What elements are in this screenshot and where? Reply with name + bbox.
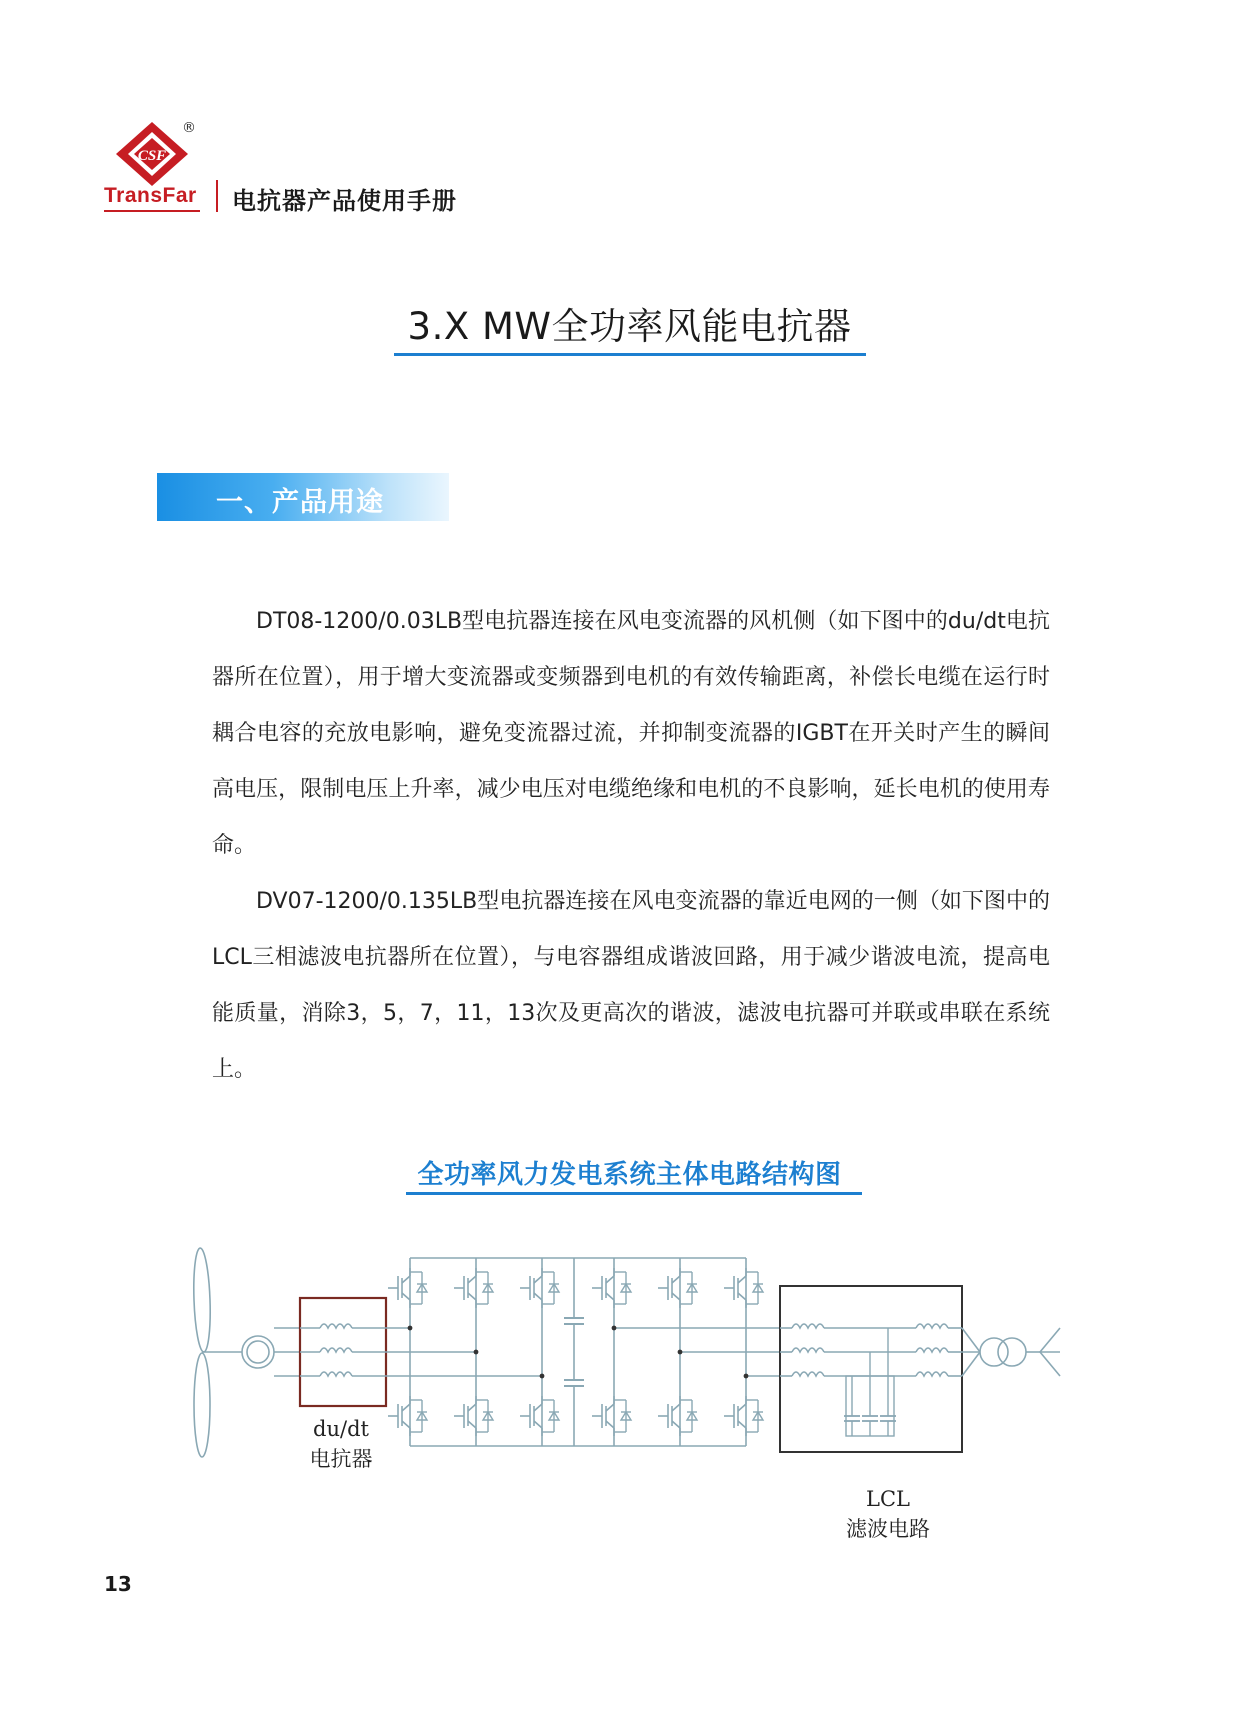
header-divider bbox=[216, 180, 218, 212]
brand-name: TransFar bbox=[104, 184, 197, 207]
generator-icon bbox=[242, 1336, 274, 1368]
brand-underline bbox=[104, 210, 200, 212]
section-title: 一、产品用途 bbox=[216, 487, 384, 518]
dudt-label-line1: du/dt bbox=[313, 1417, 369, 1441]
registered-mark: ® bbox=[182, 120, 196, 136]
body-paragraph: DV07-1200/0.135LB型电抗器连接在风电变流器的靠近电网的一侧（如下图中的LCL三相滤波电抗器所在位置），与电容器组成谐波回路，用于减少谐波电流，提高电能质量，消除3，5，7，11，13次及更高次的谐波，滤波电抗器可并联或串联在系统上。 bbox=[212, 889, 1050, 1082]
body-paragraph: DT08-1200/0.03LB型电抗器连接在风电变流器的风机侧（如下图中的du/dt电抗器所在位置），用于增大变流器或变频器到电机的有效传输距离，补偿长电缆在运行时耦合电容的充放电影响，避免变流器过流，并抑制变流器的IGBT在开关时产生的瞬间高电压，限制电压上升率，减少电压对电缆绝缘和电机的不良影响，延长电机的使用寿命。 bbox=[212, 609, 1050, 858]
manual-title: 电抗器产品使用手册 bbox=[232, 187, 457, 215]
company-logo-icon bbox=[112, 118, 192, 188]
wind-turbine-icon bbox=[192, 1248, 242, 1457]
figure-title: 全功率风力发电系统主体电路结构图 bbox=[417, 1160, 842, 1190]
svg-text:CSF: CSF bbox=[137, 148, 167, 164]
figure-title-underline bbox=[406, 1192, 862, 1195]
lcl-label-line2: 滤波电路 bbox=[846, 1517, 930, 1541]
transformer-icon bbox=[980, 1338, 1026, 1366]
page-title: 3.X MW全功率风能电抗器 bbox=[407, 305, 852, 348]
page-number: 13 bbox=[104, 1572, 132, 1596]
dudt-reactor-label bbox=[296, 1414, 386, 1474]
page-title-underline bbox=[394, 353, 866, 356]
lcl-filter-box bbox=[780, 1286, 962, 1452]
lcl-label-line1: LCL bbox=[866, 1487, 910, 1511]
dudt-label-line2: 电抗器 bbox=[309, 1447, 373, 1471]
lcl-filter-label bbox=[828, 1484, 948, 1544]
